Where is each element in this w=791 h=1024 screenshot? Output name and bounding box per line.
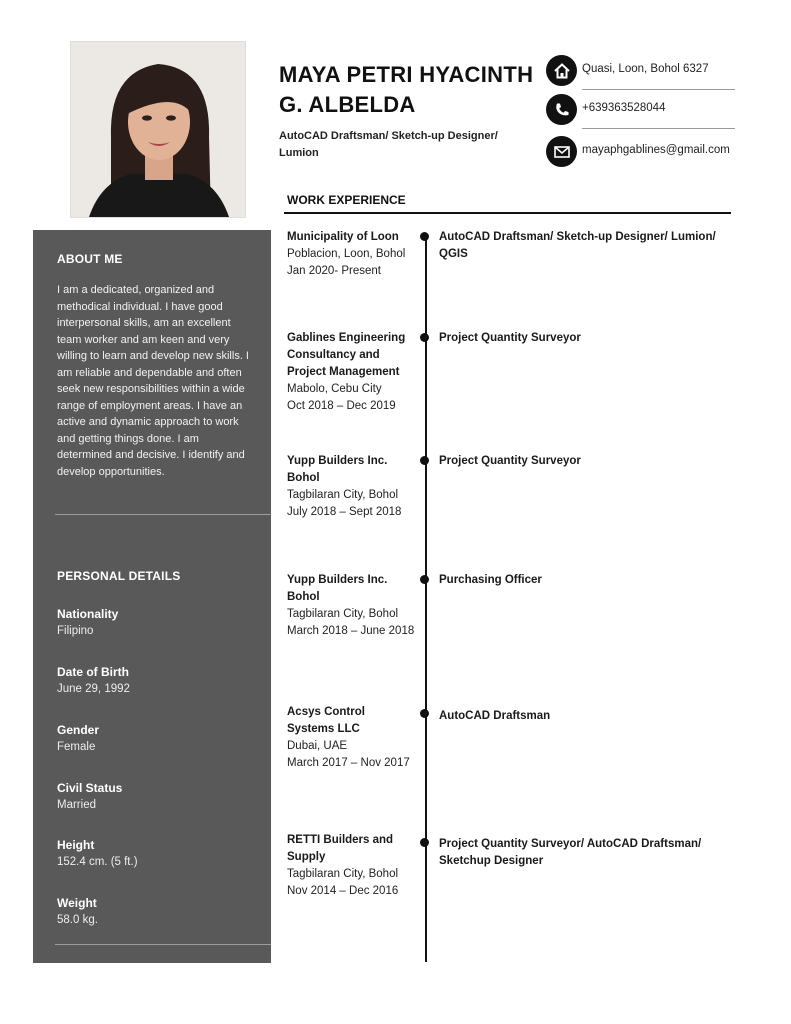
job-role: Purchasing Officer — [439, 574, 542, 586]
timeline-dot — [420, 575, 429, 584]
detail-value: Married — [57, 799, 96, 811]
sidebar-divider — [55, 944, 271, 945]
detail-height — [57, 837, 138, 871]
job-dates: Nov 2014 – Dec 2016 — [287, 885, 399, 897]
job-location: Poblacion, Loon, Bohol — [287, 248, 406, 260]
job-dates: July 2018 – Sept 2018 — [287, 506, 402, 518]
work-experience-divider — [284, 212, 731, 214]
profile-photo — [71, 42, 245, 217]
timeline-dot — [420, 838, 429, 847]
detail-nationality — [57, 606, 118, 640]
job-location: Dubai, UAE — [287, 740, 348, 752]
detail-label: Nationality — [57, 607, 119, 621]
job-location: Tagbilaran City, Bohol — [287, 489, 399, 501]
detail-label: Gender — [57, 723, 100, 737]
detail-value: June 29, 1992 — [57, 683, 130, 695]
timeline-dot — [420, 456, 429, 465]
job-role: Project Quantity Surveyor — [439, 455, 581, 467]
mail-icon — [546, 136, 577, 167]
job-dates: March 2017 – Nov 2017 — [287, 757, 410, 769]
detail-label: Weight — [57, 896, 97, 910]
timeline-line — [425, 233, 427, 962]
detail-value: 152.4 cm. (5 ft.) — [57, 856, 138, 868]
detail-label: Height — [57, 838, 95, 852]
job-role: AutoCAD Draftsman — [439, 710, 551, 722]
home-icon — [546, 55, 577, 86]
detail-value: Female — [57, 741, 96, 753]
timeline-dot — [420, 709, 429, 718]
job-company: Yupp Builders Inc. Bohol — [287, 455, 388, 484]
email-text[interactable]: mayaphgablines@gmail.com — [582, 144, 730, 156]
job-company: Acsys Control Systems LLC — [287, 706, 365, 735]
detail-label: Civil Status — [57, 781, 123, 795]
job-company: RETTI Builders and Supply — [287, 834, 394, 863]
detail-civil-status — [57, 780, 122, 814]
contact-divider — [582, 128, 735, 129]
job-title: AutoCAD Draftsman/ Sketch-up Designer/ Lumion — [279, 130, 498, 159]
sidebar-divider — [55, 514, 271, 515]
contact-phone — [546, 94, 736, 124]
job-location: Mabolo, Cebu City — [287, 383, 382, 395]
job-location: Tagbilaran City, Bohol — [287, 608, 399, 620]
address-text: Quasi, Loon, Bohol 6327 — [582, 63, 709, 75]
detail-value: 58.0 kg. — [57, 914, 98, 926]
timeline-dot — [420, 232, 429, 241]
job-company: Gablines Engineering Consultancy and Project Management — [287, 332, 406, 378]
phone-text[interactable]: +639363528044 — [582, 102, 666, 114]
timeline-dot — [420, 333, 429, 342]
personal-heading: PERSONAL DETAILS — [57, 569, 181, 583]
job-location: Tagbilaran City, Bohol — [287, 868, 399, 880]
sidebar — [33, 230, 271, 963]
candidate-name: MAYA PETRI HYACINTH G. ALBELDA — [279, 62, 534, 117]
phone-icon — [546, 94, 577, 125]
job-dates: Jan 2020- Present — [287, 265, 381, 277]
work-experience-heading: WORK EXPERIENCE — [287, 193, 406, 207]
job-role: Project Quantity Surveyor/ AutoCAD Draftsman/ Sketchup Designer — [439, 838, 702, 867]
contact-divider — [582, 89, 735, 90]
detail-weight — [57, 895, 98, 929]
job-role: AutoCAD Draftsman/ Sketch-up Designer/ Lumion/ QGIS — [439, 231, 716, 260]
about-heading: ABOUT ME — [57, 252, 123, 266]
detail-date-of-birth — [57, 664, 130, 698]
contact-address — [546, 55, 736, 85]
job-dates: Oct 2018 – Dec 2019 — [287, 400, 396, 412]
detail-label: Date of Birth — [57, 665, 129, 679]
contact-email — [546, 136, 736, 166]
job-company: Yupp Builders Inc. Bohol — [287, 574, 388, 603]
job-role: Project Quantity Surveyor — [439, 332, 581, 344]
job-company: Municipality of Loon — [287, 231, 399, 243]
detail-gender — [57, 722, 99, 756]
about-text: I am a dedicated, organized and methodical individual. I have good interpersonal skills, am an excellent team worker and am keen and very willing to learn and develop new skills. I am reliable and dependable and often seek new responsibilities within a wide range of employment areas. I have an active and dynamic approach to work and getting things done. I am determined and decisive. I identify and develop opportunities. — [57, 284, 249, 478]
detail-value: Filipino — [57, 625, 94, 637]
job-dates: March 2018 – June 2018 — [287, 625, 415, 637]
